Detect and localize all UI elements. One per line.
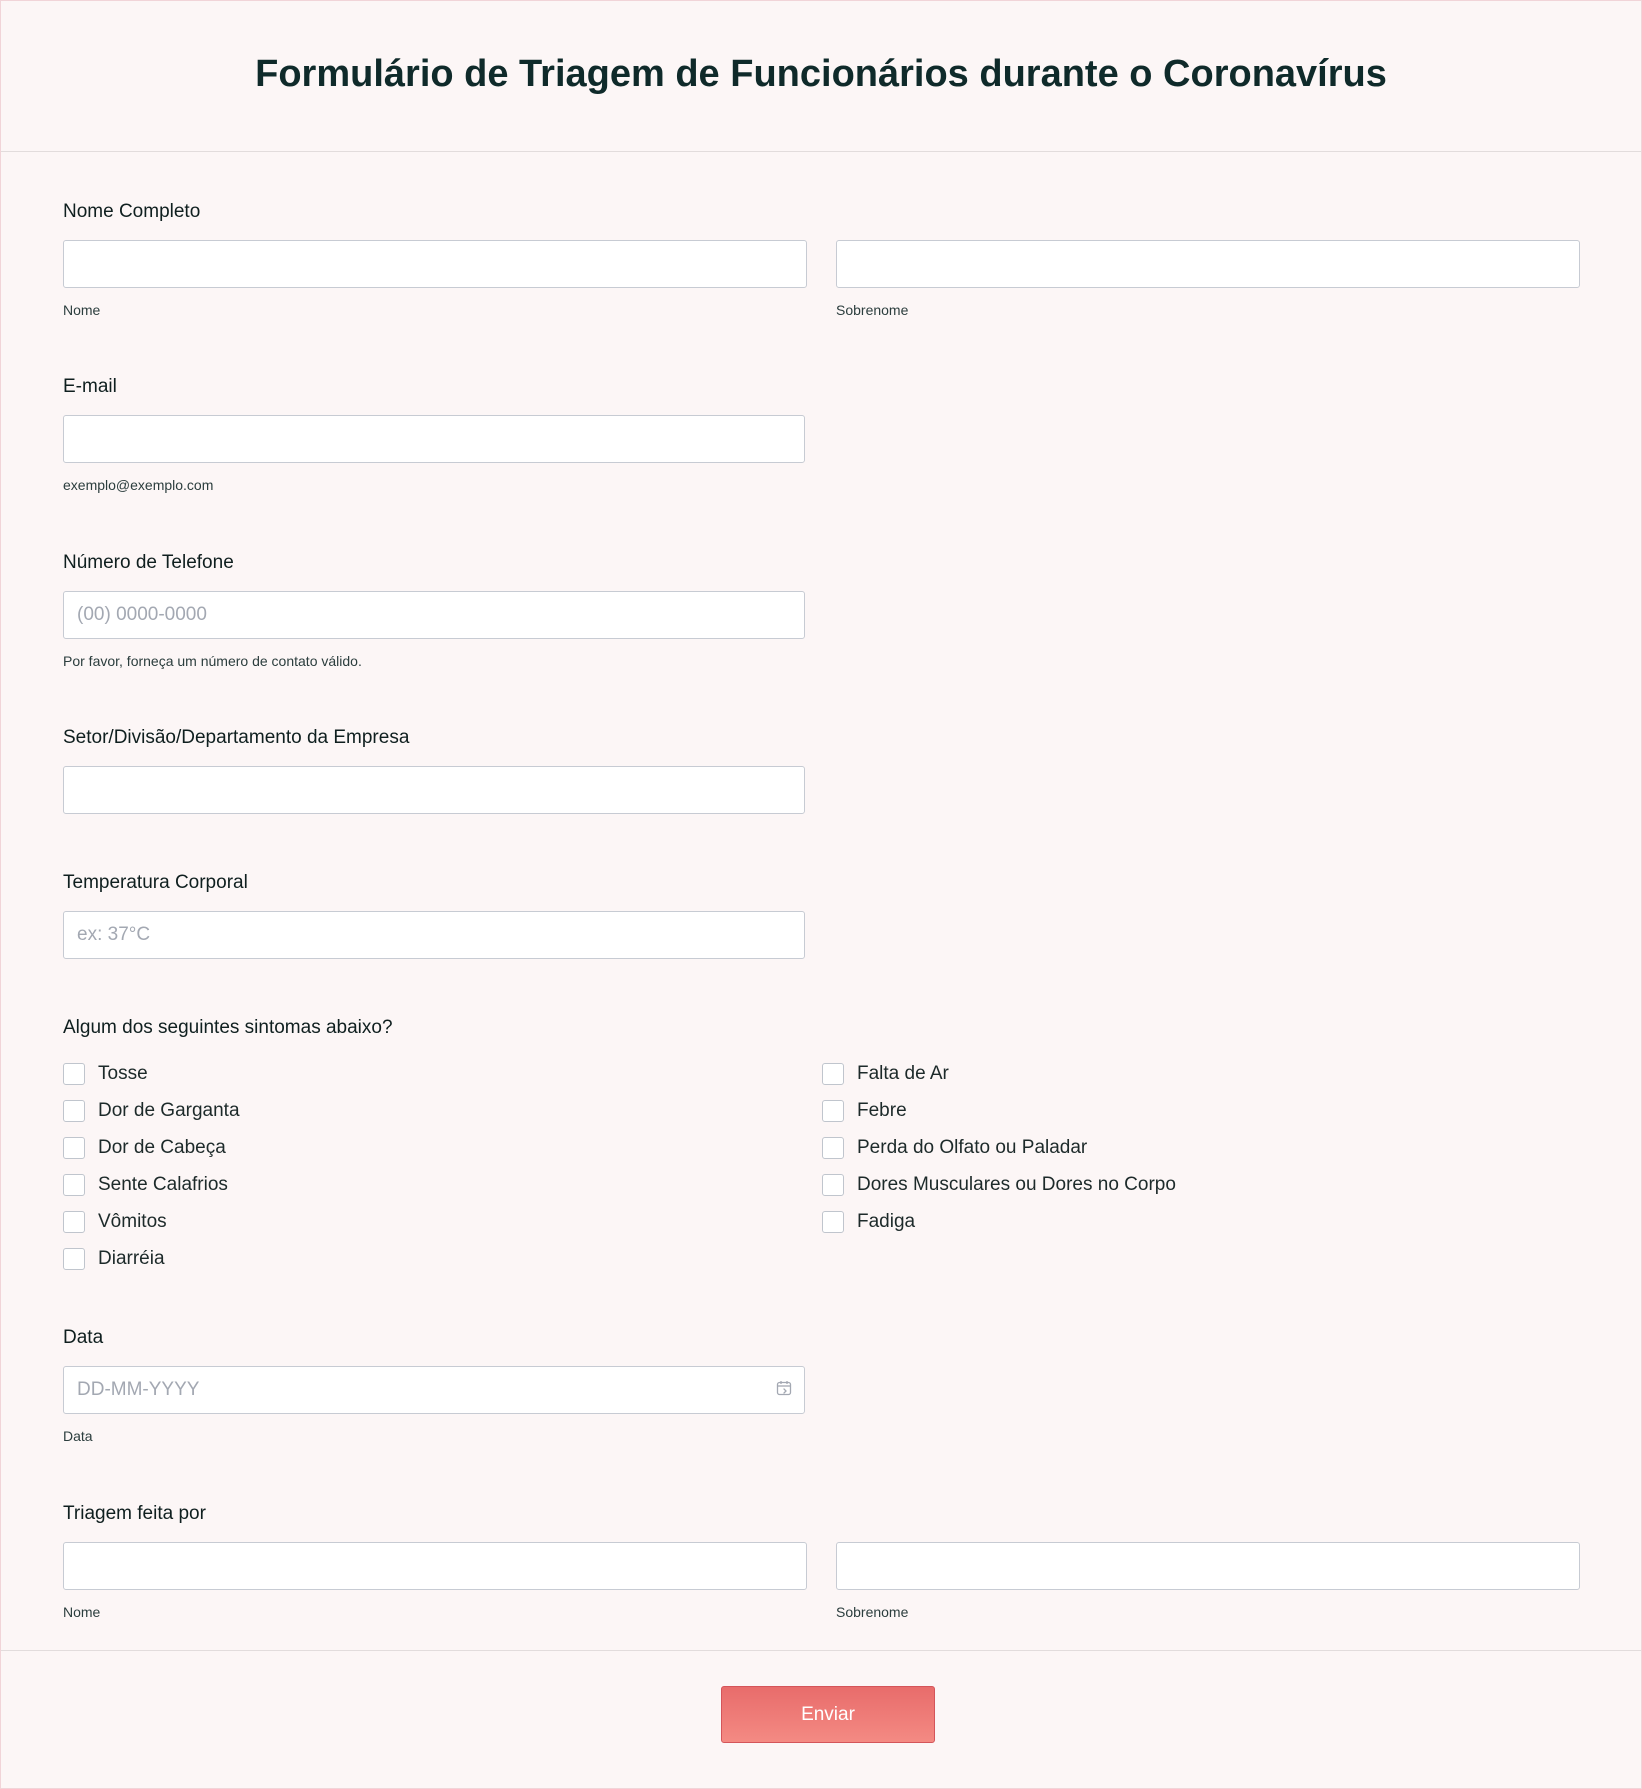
symptoms-left-column xyxy=(63,1055,822,1277)
checkbox[interactable] xyxy=(822,1100,844,1122)
department-input[interactable] xyxy=(63,766,805,814)
phone-sublabel: Por favor, forneça um número de contato válido. xyxy=(63,653,362,669)
last-name-sublabel: Sobrenome xyxy=(836,302,909,318)
checkbox[interactable] xyxy=(822,1063,844,1085)
screened-by-label: Triagem feita por xyxy=(63,1503,206,1524)
temperature-label: Temperatura Corporal xyxy=(63,872,248,893)
screener-last-name-input[interactable] xyxy=(836,1542,1580,1590)
symptom-headache[interactable]: Dor de Cabeça xyxy=(63,1129,822,1166)
last-name-input[interactable] xyxy=(836,240,1580,288)
phone-input[interactable] xyxy=(63,591,805,639)
symptoms-right-column xyxy=(822,1055,1581,1277)
email-input[interactable] xyxy=(63,415,805,463)
submit-button[interactable]: Enviar xyxy=(721,1686,935,1743)
screener-first-name-sublabel: Nome xyxy=(63,1604,101,1620)
checkbox[interactable] xyxy=(822,1174,844,1196)
symptom-diarrhea[interactable]: Diarréia xyxy=(63,1240,822,1277)
checkbox[interactable] xyxy=(63,1211,85,1233)
full-name-field xyxy=(63,201,1580,318)
checkbox[interactable] xyxy=(63,1248,85,1270)
department-label: Setor/Divisão/Departamento da Empresa xyxy=(63,727,410,748)
symptom-fever[interactable]: Febre xyxy=(822,1092,1581,1129)
checkbox[interactable] xyxy=(63,1063,85,1085)
checkbox[interactable] xyxy=(63,1100,85,1122)
symptom-fatigue[interactable]: Fadiga xyxy=(822,1203,1581,1240)
screened-by-field xyxy=(63,1503,1580,1620)
first-name-input[interactable] xyxy=(63,240,807,288)
screener-last-name-sublabel: Sobrenome xyxy=(836,1604,909,1620)
checkbox[interactable] xyxy=(822,1137,844,1159)
full-name-label: Nome Completo xyxy=(63,201,201,222)
temperature-field xyxy=(63,872,805,959)
form-header xyxy=(1,1,1641,152)
first-name-sublabel: Nome xyxy=(63,302,101,318)
symptoms-field xyxy=(63,1017,1581,1277)
checkbox[interactable] xyxy=(63,1174,85,1196)
form-footer xyxy=(1,1650,1641,1789)
email-sublabel: exemplo@exemplo.com xyxy=(63,477,214,493)
email-label: E-mail xyxy=(63,376,117,397)
symptom-sore-throat[interactable]: Dor de Garganta xyxy=(63,1092,822,1129)
calendar-icon[interactable] xyxy=(776,1380,792,1396)
symptom-chills[interactable]: Sente Calafrios xyxy=(63,1166,822,1203)
form-title: Formulário de Triagem de Funcionários durante o Coronavírus xyxy=(255,52,1387,95)
email-field xyxy=(63,376,805,493)
date-label: Data xyxy=(63,1327,104,1348)
symptom-shortness-of-breath[interactable]: Falta de Ar xyxy=(822,1055,1581,1092)
symptom-body-aches[interactable]: Dores Musculares ou Dores no Corpo xyxy=(822,1166,1581,1203)
symptom-vomiting[interactable]: Vômitos xyxy=(63,1203,822,1240)
screener-first-name-input[interactable] xyxy=(63,1542,807,1590)
temperature-input[interactable] xyxy=(63,911,805,959)
department-field xyxy=(63,727,805,814)
phone-label: Número de Telefone xyxy=(63,552,234,573)
date-sublabel: Data xyxy=(63,1428,93,1444)
symptom-cough[interactable]: Tosse xyxy=(63,1055,822,1092)
date-input[interactable] xyxy=(63,1366,805,1414)
symptoms-label: Algum dos seguintes sintomas abaixo? xyxy=(63,1017,393,1038)
checkbox[interactable] xyxy=(822,1211,844,1233)
symptom-loss-of-smell-taste[interactable]: Perda do Olfato ou Paladar xyxy=(822,1129,1581,1166)
phone-field xyxy=(63,552,805,669)
checkbox[interactable] xyxy=(63,1137,85,1159)
date-field xyxy=(63,1327,805,1444)
